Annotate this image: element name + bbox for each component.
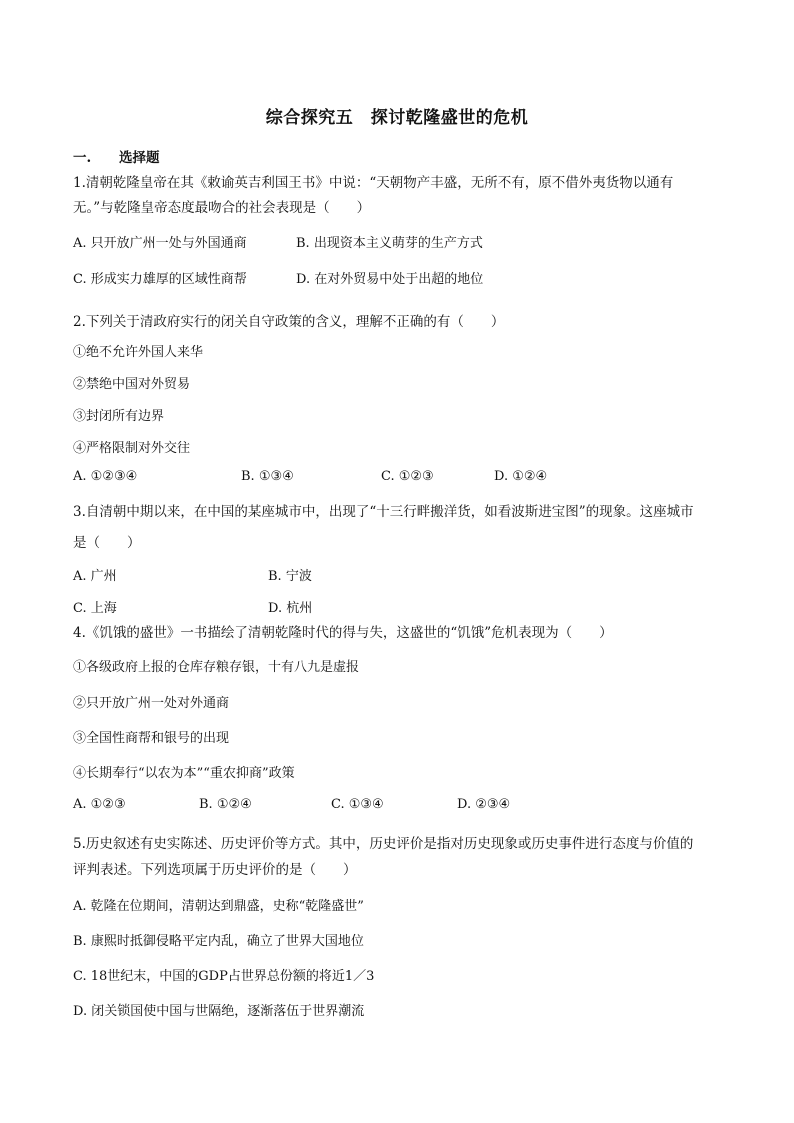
question-1-option-b: B. 出现资本主义萌芽的生产方式 bbox=[296, 236, 483, 251]
question-2-option-b: B. ①③④ bbox=[241, 469, 294, 484]
question-3-option-d: D. 杭州 bbox=[268, 601, 313, 616]
question-3-stem-line-2: 是（ ） bbox=[73, 535, 141, 551]
question-4-option-a: A. ①②③ bbox=[73, 797, 126, 812]
question-2-item-4: ④严格限制对外交往 bbox=[73, 441, 191, 456]
question-4-item-1: ①各级政府上报的仓库存粮存银，十有八九是虚报 bbox=[73, 660, 360, 675]
question-3-option-a: A. 广州 bbox=[73, 569, 117, 584]
question-3-option-c: C. 上海 bbox=[73, 601, 117, 616]
question-5-stem-line-2: 评判表述。下列选项属于历史评价的是（ ） bbox=[73, 862, 357, 878]
question-5-stem-line-1: 5.历史叙述有史实陈述、历史评价等方式。其中，历史评价是指对历史现象或历史事件进行态度与价值的 bbox=[73, 836, 694, 852]
question-5-option-a: A. 乾隆在位期间，清朝达到鼎盛，史称“乾隆盛世” bbox=[73, 899, 364, 914]
question-5-option-b: B. 康熙时抵御侵略平定内乱，确立了世界大国地位 bbox=[73, 934, 364, 949]
question-1-option-d: D. 在对外贸易中处于出超的地位 bbox=[296, 272, 484, 287]
question-2-option-c: C. ①②③ bbox=[381, 469, 434, 484]
question-1-option-a: A. 只开放广州一处与外国通商 bbox=[73, 236, 247, 251]
question-4-option-d: D. ②③④ bbox=[457, 797, 511, 812]
question-2-stem: 2.下列关于清政府实行的闭关自守政策的含义，理解不正确的有（ ） bbox=[73, 314, 505, 330]
question-3-option-b: B. 宁波 bbox=[268, 569, 312, 584]
question-1-option-c: C. 形成实力雄厚的区域性商帮 bbox=[73, 272, 247, 287]
question-4-item-4: ④长期奉行“以农为本”“重农抑商”政策 bbox=[73, 766, 295, 781]
section-number: 一. bbox=[73, 150, 92, 166]
question-2-item-2: ②禁绝中国对外贸易 bbox=[73, 377, 191, 392]
question-1-stem-line-1: 1.清朝乾隆皇帝在其《敕谕英吉利国王书》中说：“天朝物产丰盛，无所不有，原不借外夷货物以通有 bbox=[73, 175, 674, 191]
question-4-item-3: ③全国性商帮和银号的出现 bbox=[73, 731, 230, 746]
question-5-option-c: C. 18世纪末，中国的GDP占世界总份额的将近1／3 bbox=[73, 969, 375, 984]
question-4-option-c: C. ①③④ bbox=[331, 797, 384, 812]
question-2-option-d: D. ①②④ bbox=[494, 469, 548, 484]
question-5-option-d: D. 闭关锁国使中国与世隔绝，逐渐落伍于世界潮流 bbox=[73, 1004, 365, 1019]
question-2-item-1: ①绝不允许外国人来华 bbox=[73, 345, 204, 360]
page-title: 综合探究五 探讨乾隆盛世的危机 bbox=[265, 108, 529, 128]
question-2-option-a: A. ①②③④ bbox=[73, 469, 138, 484]
question-4-item-2: ②只开放广州一处对外通商 bbox=[73, 696, 230, 711]
question-2-item-3: ③封闭所有边界 bbox=[73, 409, 165, 424]
question-3-stem-line-1: 3.自清朝中期以来，在中国的某座城市中，出现了“十三行畔搬洋货，如看波斯进宝图”的现象。这座城市 bbox=[73, 504, 694, 520]
section-heading: 选择题 bbox=[119, 150, 160, 166]
question-4-stem: 4.《饥饿的盛世》一书描绘了清朝乾隆时代的得与失，这盛世的“饥饿”危机表现为（ ） bbox=[73, 625, 613, 641]
question-1-stem-line-2: 无。”与乾隆皇帝态度最吻合的社会表现是（ ） bbox=[73, 200, 371, 216]
question-4-option-b: B. ①②④ bbox=[199, 797, 252, 812]
